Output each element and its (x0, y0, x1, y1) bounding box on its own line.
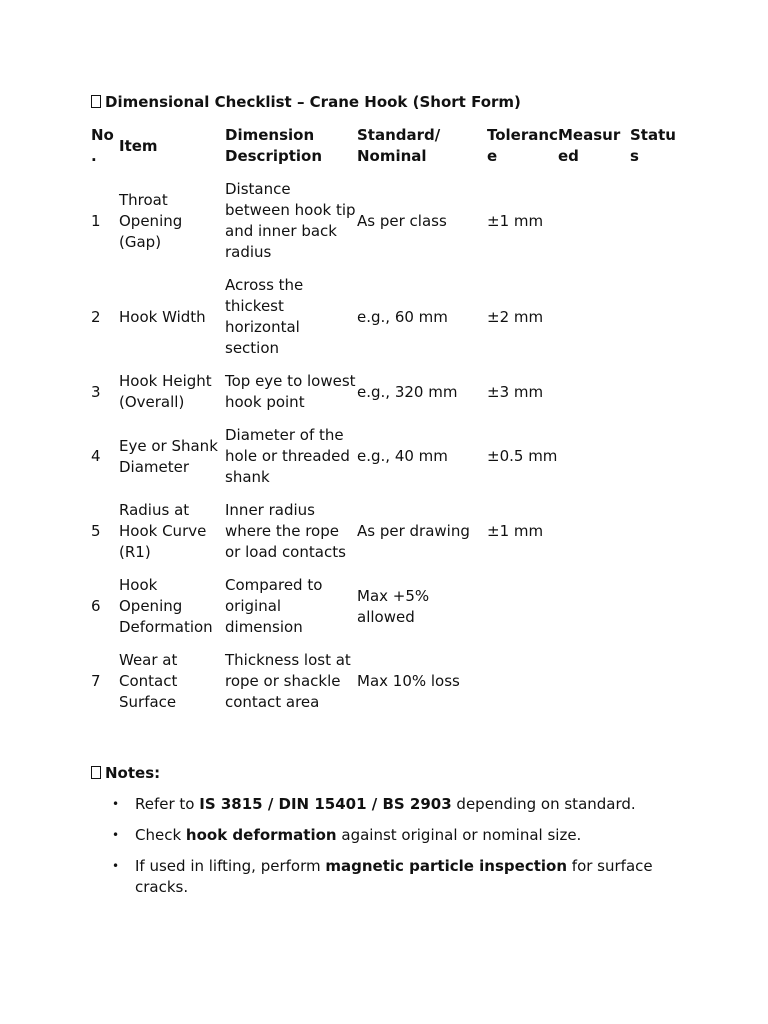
document-title-line (91, 92, 691, 112)
cell-measured (558, 179, 630, 275)
table-header-row (91, 125, 680, 179)
note-text: against original or nominal size. (336, 826, 582, 844)
cell-measured (558, 425, 630, 500)
bullet-icon: • (112, 828, 120, 842)
cell-dimension: Thickness lost at rope or shackle contact area (225, 651, 351, 711)
cell-dimension: Distance between hook tip and inner back radius (225, 180, 356, 261)
table-row (91, 371, 680, 425)
cell-item: Hook Height (Overall) (119, 372, 212, 411)
cell-standard: e.g., 40 mm (357, 447, 448, 465)
cell-status (630, 425, 680, 500)
cell-item: Eye or Shank Diameter (119, 436, 218, 476)
header-no: No. (91, 126, 114, 165)
note-item (91, 856, 665, 898)
cell-dimension: Diameter of the hole or threaded shank (225, 426, 350, 486)
cell-no: 1 (91, 211, 101, 230)
header-standard: Standard/ Nominal (357, 126, 441, 165)
cell-standard: e.g., 320 mm (357, 382, 458, 401)
note-text: If used in lifting, perform (135, 857, 326, 875)
table-row (91, 575, 680, 650)
cell-standard: As per class (357, 211, 447, 230)
cell-standard: e.g., 60 mm (357, 307, 448, 326)
cell-measured (558, 275, 630, 371)
note-item (91, 825, 665, 846)
cell-standard: As per drawing (357, 522, 470, 540)
table-row (91, 500, 680, 575)
cell-tolerance: ±1 mm (487, 522, 544, 540)
cell-status (630, 650, 680, 725)
header-dimension: Dimension Description (225, 126, 323, 165)
cell-no: 6 (91, 597, 101, 615)
bullet-icon: • (112, 797, 120, 811)
cell-no: 7 (91, 672, 101, 690)
header-status: Status (630, 126, 676, 165)
cell-status (630, 371, 680, 425)
cell-tolerance: ±1 mm (487, 211, 544, 230)
checklist-table (91, 125, 680, 725)
cell-status (630, 179, 680, 275)
cell-measured (558, 650, 630, 725)
cell-standard: Max 10% loss (357, 672, 460, 690)
note-text: Refer to (135, 795, 200, 813)
cell-item: Wear at Contact Surface (119, 651, 178, 711)
cell-dimension: Across the thickest horizontal section (225, 276, 304, 357)
cell-tolerance (487, 575, 558, 650)
document-title: Dimensional Checklist – Crane Hook (Short Form) (105, 93, 521, 111)
missing-glyph-icon (91, 95, 101, 108)
cell-item: Hook Width (119, 307, 206, 326)
cell-tolerance (487, 650, 558, 725)
header-tolerance: Tolerance (487, 126, 558, 165)
note-item (91, 794, 665, 815)
notes-list (91, 794, 691, 898)
cell-no: 2 (91, 307, 101, 326)
cell-dimension: Top eye to lowest hook point (225, 372, 356, 411)
cell-tolerance: ±2 mm (487, 307, 544, 326)
note-emphasis: IS 3815 / DIN 15401 / BS 2903 (199, 795, 452, 813)
note-text: for surface cracks. (135, 857, 653, 896)
note-emphasis: magnetic particle inspection (325, 857, 568, 875)
cell-dimension: Compared to original dimension (225, 576, 323, 636)
note-emphasis: hook deformation (185, 826, 337, 844)
header-item: Item (119, 136, 158, 155)
cell-tolerance: ±3 mm (487, 382, 544, 401)
cell-no: 3 (91, 382, 101, 401)
cell-status (630, 575, 680, 650)
cell-dimension: Inner radius where the rope or load contacts (225, 501, 346, 561)
note-text: depending on standard. (451, 795, 636, 813)
cell-item: Radius at Hook Curve (R1) (119, 501, 207, 561)
table-row (91, 425, 680, 500)
note-text: Check (135, 826, 186, 844)
cell-tolerance: ±0.5 mm (487, 447, 558, 465)
table-row (91, 650, 680, 725)
notes-heading-line (91, 763, 691, 783)
cell-no: 4 (91, 447, 101, 465)
cell-measured (558, 371, 630, 425)
table-row (91, 179, 680, 275)
table-row (91, 275, 680, 371)
header-measured: Measured (558, 126, 621, 165)
notes-heading: Notes: (105, 764, 161, 782)
cell-item: Hook Opening Deformation (119, 576, 213, 636)
cell-standard: Max +5% allowed (357, 586, 430, 626)
document-page (91, 92, 691, 908)
missing-glyph-icon (91, 766, 101, 779)
cell-measured (558, 575, 630, 650)
cell-status (630, 500, 680, 575)
cell-item: Throat Opening (Gap) (119, 190, 183, 251)
cell-measured (558, 500, 630, 575)
bullet-icon: • (112, 859, 120, 873)
cell-status (630, 275, 680, 371)
cell-no: 5 (91, 522, 101, 540)
